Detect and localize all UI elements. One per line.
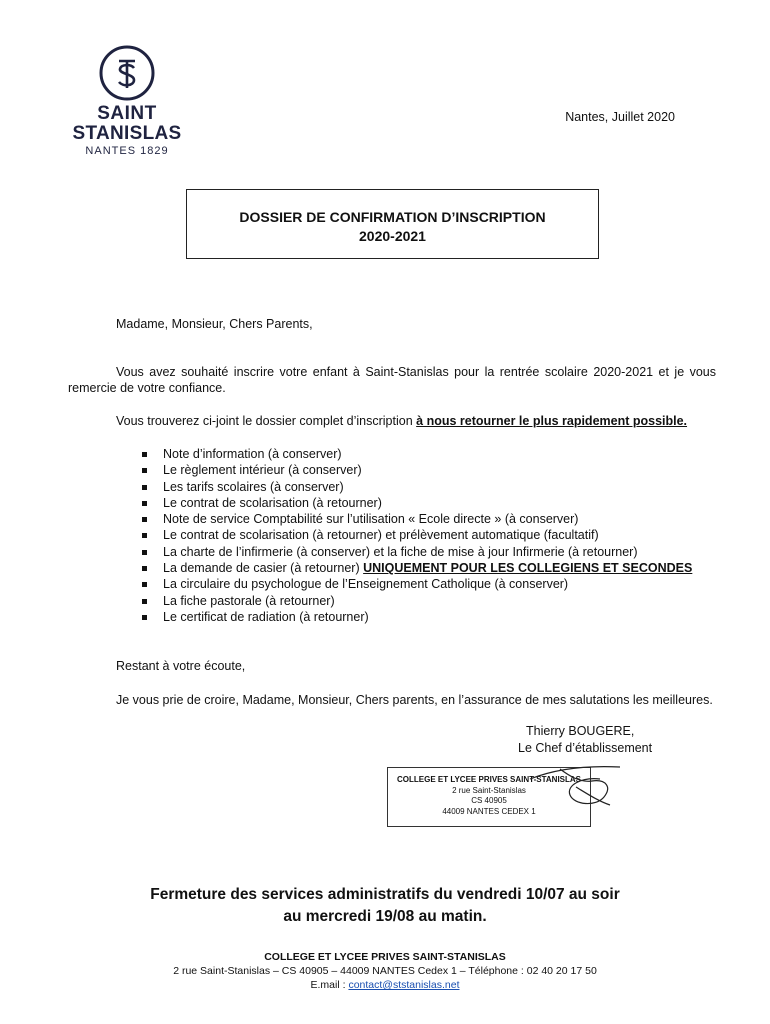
title-line2: 2020-2021 [359,228,426,244]
closure-line2: au mercredi 19/08 au matin. [283,908,487,925]
footer-name: COLLEGE ET LYCEE PRIVES SAINT-STANISLAS [264,951,506,963]
closure-line1: Fermeture des services administratifs du vendredi 10/07 au soir [150,886,620,903]
signature-name: Thierry BOUGERE, [526,724,635,738]
stamp-street: 2 rue Saint-Stanislas [452,785,526,795]
closing-formula: Je vous prie de croire, Madame, Monsieur, Chers parents, en l’assurance de mes salutations les meilleures. [116,693,713,707]
list-item: Le contrat de scolarisation (à retourner) [140,495,692,511]
salutation: Madame, Monsieur, Chers Parents, [116,317,313,331]
monogram-icon [98,44,156,102]
paragraph-dossier [116,413,716,429]
title-line1: DOSSIER DE CONFIRMATION D’INSCRIPTION [239,209,546,225]
footer-email-label: E.mail : [310,979,349,991]
list-item: La charte de l’infirmerie (à conserver) et la fiche de mise à jour Infirmerie (à retourner) [140,544,692,560]
list-item: Le contrat de scolarisation (à retourner) et prélèvement automatique (facultatif) [140,527,692,543]
stamp-cs: CS 40905 [471,796,507,805]
list-item: Le certificat de radiation (à retourner) [140,609,692,625]
list-item: Les tarifs scolaires (à conserver) [140,479,692,495]
logo-line2: STANISLAS [72,123,182,144]
stamp-city: 44009 NANTES CEDEX 1 [442,806,536,816]
closing-listening: Restant à votre écoute, [116,659,246,673]
list-item: Le règlement intérieur (à conserver) [140,462,692,478]
email-link[interactable]: contact@ststanislas.net [348,979,460,991]
list-item: La circulaire du psychologue de l’Enseignement Catholique (à conserver) [140,576,692,592]
logo-line1: SAINT [97,103,157,124]
list-item: Note de service Comptabilité sur l’utilisation « Ecole directe » (à conserver) [140,511,692,527]
list-item: Note d’information (à conserver) [140,446,692,462]
logo-line3: NANTES 1829 [85,145,169,157]
documents-list [140,446,692,625]
paragraph-dossier-emphasis: à nous retourner le plus rapidement possible. [416,414,688,428]
closure-notice [60,884,710,928]
list-item: La fiche pastorale (à retourner) [140,593,692,609]
signature-role: Le Chef d’établissement [518,741,653,755]
footer-email-line [60,978,710,992]
paragraph-dossier-text: Vous trouverez ci-joint le dossier complet d’inscription [116,414,417,428]
stamp-name: COLLEGE ET LYCEE PRIVES SAINT-STANISLAS [396,775,582,784]
footer [60,950,710,992]
title-box [186,189,599,259]
list-item: La demande de casier (à retourner) UNIQUEMENT POUR LES COLLEGIENS ET SECONDES [140,560,692,576]
handwritten-signature [520,757,630,817]
list-item-emphasis: UNIQUEMENT POUR LES COLLEGIENS ET SECONDES [363,561,693,576]
footer-address: 2 rue Saint-Stanislas – CS 40905 – 44009 NANTES Cedex 1 – Téléphone : 02 40 20 17 50 [173,965,597,977]
school-logo [68,44,186,158]
paragraph-intro: Vous avez souhaité inscrire votre enfant à Saint-Stanislas pour la rentrée scolaire 2020-2021 et je vous remercie de votre confiance. [68,365,716,395]
letter-date: Nantes, Juillet 2020 [565,110,675,124]
